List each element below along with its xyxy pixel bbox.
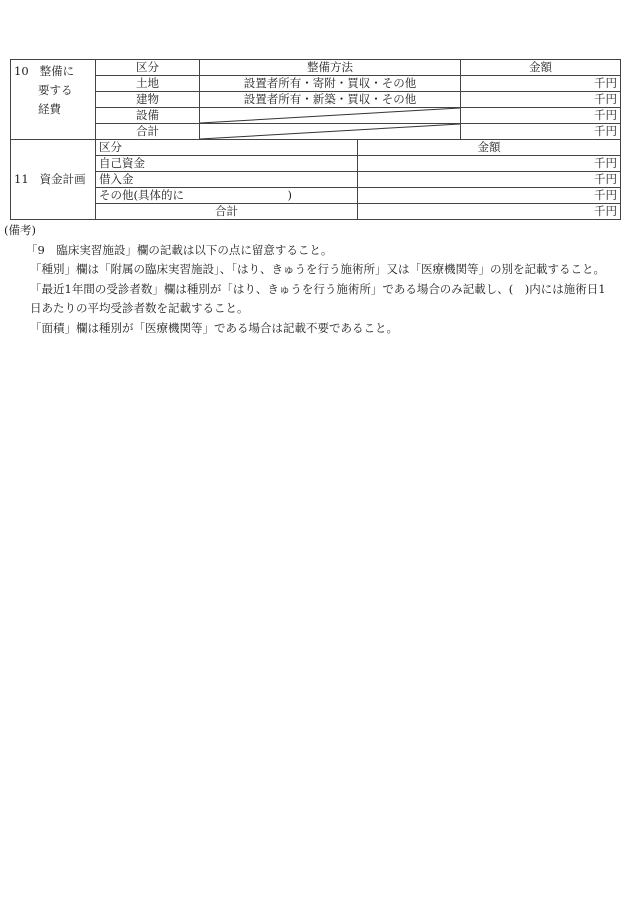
notes-title: (備考): [4, 223, 36, 237]
row-amount[interactable]: 千円: [461, 124, 621, 140]
row-category: 建物: [96, 92, 200, 108]
header-category: 区分: [96, 140, 358, 156]
header-method: 整備方法: [200, 60, 461, 76]
row-amount[interactable]: 千円: [358, 172, 621, 188]
row-method[interactable]: 設置者所有・新築・買収・その他: [200, 92, 461, 108]
row-amount[interactable]: 千円: [358, 156, 621, 172]
table-row: [11, 172, 621, 188]
expenses-label: [11, 60, 96, 140]
label-line: 整備に: [39, 64, 75, 78]
row-amount[interactable]: 千円: [461, 108, 621, 124]
row-category[interactable]: その他(具体的に ): [96, 188, 358, 204]
notes: [4, 221, 626, 338]
row-category: 土地: [96, 76, 200, 92]
label-line: 経費: [38, 102, 61, 116]
row-category: 自己資金: [96, 156, 358, 172]
table-row: [11, 92, 621, 108]
row-amount[interactable]: 千円: [358, 188, 621, 204]
note-line: 「9 臨床実習施設」欄の記載は以下の点に留意すること。: [26, 242, 333, 257]
diagonal-cell: [200, 124, 461, 140]
funding-label: [11, 140, 96, 220]
table-row: [11, 188, 621, 204]
label-text: 資金計画: [39, 172, 86, 186]
section-number: 11: [14, 172, 29, 186]
row-category: 借入金: [96, 172, 358, 188]
table-row: [11, 124, 621, 140]
row-category: 設備: [96, 108, 200, 124]
row-amount[interactable]: 千円: [461, 92, 621, 108]
expenses-table: [10, 59, 621, 140]
table-row: [11, 76, 621, 92]
row-amount[interactable]: 千円: [461, 76, 621, 92]
row-category: 合計: [96, 204, 358, 220]
header-amount: 金額: [461, 60, 621, 76]
note-line: 「最近1年間の受診者数」欄は種別が「はり、きゅうを行う施術所」である場合のみ記載し、( )内には施術日1: [30, 281, 606, 296]
note-line: 「面積」欄は種別が「医療機関等」である場合は記載不要であること。: [30, 320, 398, 335]
section-number: 10: [14, 64, 29, 78]
label-line: 要する: [38, 83, 73, 97]
table-row: [11, 156, 621, 172]
row-category: 合計: [96, 124, 200, 140]
note-line: 日あたりの平均受診者数を記載すること。: [30, 301, 249, 315]
header-category: 区分: [96, 60, 200, 76]
row-amount[interactable]: 千円: [358, 204, 621, 220]
row-method[interactable]: 設置者所有・寄附・買収・その他: [200, 76, 461, 92]
table-row: [11, 204, 621, 220]
funding-table: [10, 139, 621, 220]
note-line: 「種別」欄は「附属の臨床実習施設」、「はり、きゅうを行う施術所」又は「医療機関等」の別を記載すること。: [30, 262, 605, 276]
diagonal-cell: [200, 108, 461, 124]
header-amount: 金額: [358, 140, 621, 156]
table-row: [11, 108, 621, 124]
